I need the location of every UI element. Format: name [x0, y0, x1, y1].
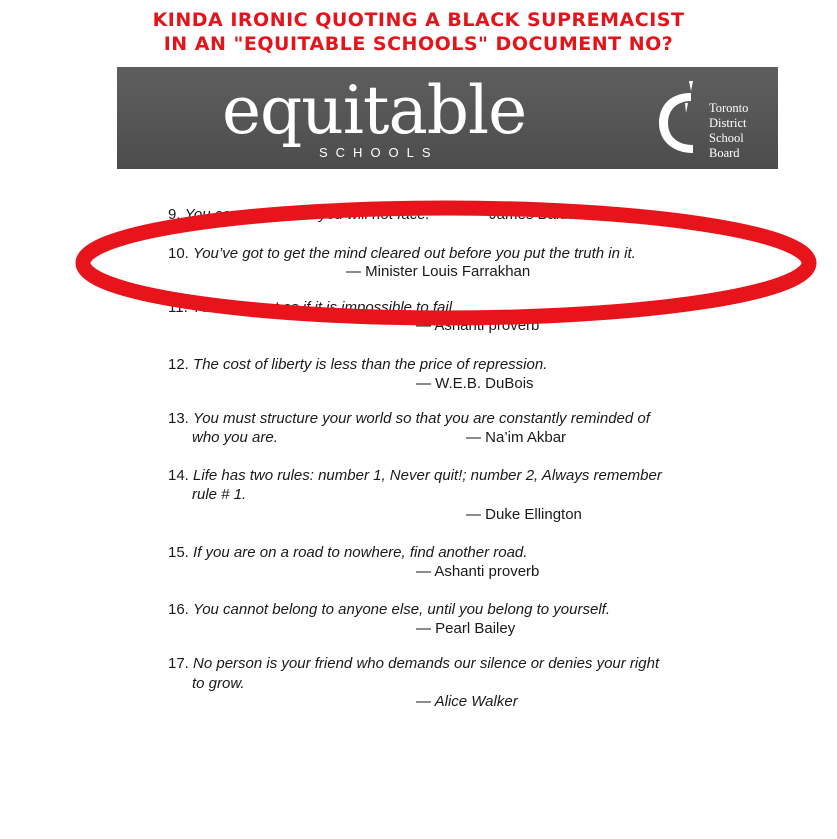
quote-9-author: — James Baldwin [470, 206, 591, 223]
quote-13-author: — Na’im Akbar [466, 429, 567, 446]
quote-16-author: — Pearl Bailey [416, 620, 516, 637]
org-line: Toronto [709, 101, 749, 115]
caption-line-1: KINDA IRONIC QUOTING A BLACK SUPREMACIST [152, 9, 685, 31]
quote-13: 13. You must structure your world so that you are constantly reminded of [168, 410, 650, 427]
org-line: School [709, 131, 744, 145]
quote-13-continued: who you are. [192, 429, 278, 446]
quote-12-author: — W.E.B. DuBois [416, 375, 534, 392]
quote-17-continued: to grow. [192, 675, 245, 692]
banner-subtitle: SCHOOLS [319, 145, 439, 160]
quote-9: 9. You cannot fix what you will not face. [168, 206, 430, 223]
quote-17-author: — Alice Walker [416, 693, 518, 710]
quote-10-author: — Minister Louis Farrakhan [346, 263, 531, 280]
banner-title: equitable [222, 72, 527, 149]
caption-line-2: IN AN "EQUITABLE SCHOOLS" DOCUMENT NO? [163, 33, 674, 55]
quote-14-author: — Duke Ellington [466, 506, 582, 523]
quote-10: 10. You’ve got to get the mind cleared out before you put the truth in it. [168, 245, 636, 262]
quote-16: 16. You cannot belong to anyone else, until you belong to yourself. [168, 601, 610, 618]
quote-11: 11. You must act as if it is impossible to fail. [168, 299, 457, 316]
quote-14-continued: rule # 1. [192, 486, 247, 503]
quote-11-author: — Ashanti proverb [416, 317, 540, 334]
org-line: Board [709, 146, 740, 160]
quote-17: 17. No person is your friend who demands our silence or denies your right [168, 655, 660, 672]
org-line: District [709, 116, 747, 130]
quote-14: 14. Life has two rules: number 1, Never quit!; number 2, Always remember [168, 467, 662, 484]
quote-12: 12. The cost of liberty is less than the price of repression. [168, 356, 548, 373]
quote-15: 15. If you are on a road to nowhere, find another road. [168, 544, 528, 561]
quote-15-author: — Ashanti proverb [416, 563, 540, 580]
